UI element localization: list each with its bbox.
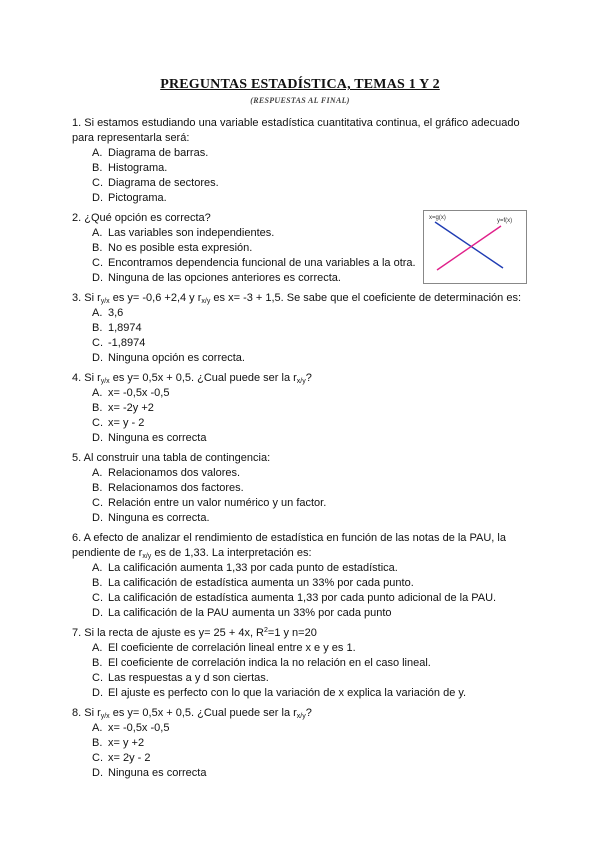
option-text: Las variables son independientes. — [108, 227, 275, 239]
option-letter: D. — [92, 432, 103, 444]
crossing-lines-figure — [423, 210, 527, 284]
option-a — [72, 561, 534, 576]
subscript: x/y — [201, 298, 211, 305]
stem-part: es de 1,33. La interpretación es: — [151, 547, 312, 559]
label-left: x=g(x) — [429, 215, 446, 221]
option-d — [72, 351, 534, 366]
option-text: Relacionamos dos valores. — [108, 467, 241, 479]
question-stem — [72, 371, 534, 386]
stem-part: =1 y n=20 — [267, 627, 317, 639]
stem-part: 6. A efecto de analizar el rendimiento de estadística en función de las notas de la PAU, la pendiente de r — [72, 532, 506, 559]
option-b — [72, 241, 422, 256]
option-text: La calificación de estadística aumenta un 33% por cada punto. — [108, 577, 414, 589]
option-letter: C. — [92, 177, 103, 189]
option-c — [72, 591, 534, 606]
option-letter: B. — [92, 402, 103, 414]
option-letter: C. — [92, 417, 103, 429]
option-letter: C. — [92, 257, 103, 269]
stem-part: es y= 0,5x + 0,5. ¿Cual puede ser la r — [109, 707, 297, 719]
question-stem — [72, 291, 534, 306]
option-letter: C. — [92, 752, 103, 764]
option-a — [72, 466, 534, 481]
option-c — [72, 671, 534, 686]
stem-part: 8. Si r — [72, 707, 101, 719]
options-list — [72, 641, 534, 701]
option-letter: B. — [92, 322, 103, 334]
option-letter: D. — [92, 767, 103, 779]
option-b — [72, 576, 534, 591]
options-list — [72, 561, 534, 621]
option-text: Relación entre un valor numérico y un factor. — [108, 497, 327, 509]
question-stem: 2. ¿Qué opción es correcta? — [72, 212, 211, 224]
option-letter: A. — [92, 642, 103, 654]
option-text: x= 2y - 2 — [108, 752, 151, 764]
subscript: x/y — [296, 378, 306, 385]
option-d — [72, 686, 534, 701]
option-text: Ninguna opción es correcta. — [108, 352, 245, 364]
option-text: 1,8974 — [108, 322, 142, 334]
option-b — [72, 401, 534, 416]
option-d — [72, 271, 422, 286]
option-b — [72, 481, 534, 496]
option-text: La calificación de estadística aumenta 1,33 por cada punto adicional de la PAU. — [108, 592, 497, 604]
options-list — [72, 466, 534, 526]
option-text: Las respuestas a y d son ciertas. — [108, 672, 269, 684]
options-list — [72, 306, 534, 366]
option-letter: A. — [92, 147, 103, 159]
option-text: 3,6 — [108, 307, 124, 319]
option-letter: A. — [92, 307, 103, 319]
question-8 — [72, 706, 534, 781]
subscript: x/y — [142, 553, 152, 560]
label-right: y=f(x) — [497, 218, 513, 224]
options-list — [72, 146, 534, 206]
option-letter: A. — [92, 387, 103, 399]
option-text: -1,8974 — [108, 337, 146, 349]
question-6 — [72, 531, 534, 621]
option-c — [72, 336, 534, 351]
option-text: x= y +2 — [108, 737, 145, 749]
subscript: y/x — [100, 713, 110, 720]
option-letter: D. — [92, 512, 103, 524]
option-a — [72, 641, 534, 656]
option-letter: D. — [92, 687, 103, 699]
options-list — [72, 226, 422, 286]
option-letter: D. — [92, 352, 103, 364]
option-letter: D. — [92, 192, 103, 204]
question-stem — [72, 626, 534, 641]
stem-part: es x= -3 + 1,5. Se sabe que el coeficiente de determinación es: — [210, 292, 521, 304]
option-letter: C. — [92, 337, 103, 349]
option-letter: B. — [92, 657, 103, 669]
option-text: Histograma. — [108, 162, 168, 174]
option-letter: A. — [92, 467, 103, 479]
question-stem: 1. Si estamos estudiando una variable estadística cuantitativa continua, el gráfico adecuado para representarla será: — [72, 117, 520, 144]
options-list — [72, 721, 534, 781]
option-a — [72, 386, 534, 401]
option-c — [72, 751, 534, 766]
question-5 — [72, 451, 534, 526]
option-a — [72, 226, 422, 241]
option-letter: A. — [92, 227, 103, 239]
option-text: Ninguna es correcta — [108, 767, 207, 779]
page-title: PREGUNTAS ESTADÍSTICA, TEMAS 1 Y 2 — [160, 77, 440, 92]
option-text: La calificación de la PAU aumenta un 33% por cada punto — [108, 607, 392, 619]
option-text: No es posible esta expresión. — [108, 242, 253, 254]
page-subtitle: (RESPUESTAS AL FINAL) — [250, 96, 350, 105]
stem-part: es y= 0,5x + 0,5. ¿Cual puede ser la r — [109, 372, 297, 384]
option-a — [72, 721, 534, 736]
option-a — [72, 306, 534, 321]
option-text: Diagrama de sectores. — [108, 177, 219, 189]
option-text: Diagrama de barras. — [108, 147, 209, 159]
option-b — [72, 736, 534, 751]
stem-part: es y= -0,6 +2,4 y r — [109, 292, 202, 304]
option-letter: B. — [92, 162, 103, 174]
option-letter: B. — [92, 242, 103, 254]
option-c — [72, 416, 534, 431]
stem-part: ? — [305, 707, 312, 719]
option-text: El coeficiente de correlación lineal entre x e y es 1. — [108, 642, 356, 654]
option-text: Relacionamos dos factores. — [108, 482, 244, 494]
option-text: x= -0,5x -0,5 — [108, 387, 170, 399]
option-letter: B. — [92, 482, 103, 494]
option-d — [72, 431, 534, 446]
option-b — [72, 161, 534, 176]
option-text: Ninguna de las opciones anteriores es correcta. — [108, 272, 341, 284]
option-letter: B. — [92, 737, 103, 749]
option-letter: D. — [92, 607, 103, 619]
subscript: y/x — [100, 378, 110, 385]
option-d — [72, 766, 534, 781]
option-letter: A. — [92, 722, 103, 734]
superscript: 2 — [264, 627, 268, 634]
option-b — [72, 656, 534, 671]
option-text: Ninguna es correcta — [108, 432, 207, 444]
option-c — [72, 496, 534, 511]
option-letter: C. — [92, 497, 103, 509]
question-3 — [72, 291, 534, 366]
option-a — [72, 146, 534, 161]
stem-part: 4. Si r — [72, 372, 101, 384]
option-d — [72, 191, 534, 206]
stem-part: 7. Si la recta de ajuste es y= 25 + 4x, R — [72, 627, 264, 639]
option-b — [72, 321, 534, 336]
option-text: x= y - 2 — [108, 417, 145, 429]
subscript: y/x — [100, 298, 110, 305]
option-letter: C. — [92, 592, 103, 604]
option-d — [72, 606, 534, 621]
question-stem — [72, 706, 534, 721]
option-d — [72, 511, 534, 526]
question-stem — [72, 531, 534, 561]
option-letter: C. — [92, 672, 103, 684]
option-c — [72, 176, 534, 191]
options-list — [72, 386, 534, 446]
option-text: Encontramos dependencia funcional de una variables a la otra. — [108, 257, 416, 269]
option-letter: B. — [92, 577, 103, 589]
stem-part: ? — [305, 372, 312, 384]
option-text: El coeficiente de correlación indica la no relación en el caso lineal. — [108, 657, 431, 669]
option-text: La calificación aumenta 1,33 por cada punto de estadística. — [108, 562, 398, 574]
question-4 — [72, 371, 534, 446]
option-text: El ajuste es perfecto con lo que la variación de x explica la variación de y. — [108, 687, 467, 699]
question-1 — [72, 116, 534, 206]
subscript: x/y — [296, 713, 306, 720]
question-7 — [72, 626, 534, 701]
option-c — [72, 256, 422, 271]
option-text: Ninguna es correcta. — [108, 512, 210, 524]
stem-part: 3. Si r — [72, 292, 101, 304]
option-text: x= -0,5x -0,5 — [108, 722, 170, 734]
option-letter: D. — [92, 272, 103, 284]
option-letter: A. — [92, 562, 103, 574]
option-text: x= -2y +2 — [108, 402, 154, 414]
option-text: Pictograma. — [108, 192, 167, 204]
question-stem: 5. Al construir una tabla de contingencia: — [72, 452, 271, 464]
